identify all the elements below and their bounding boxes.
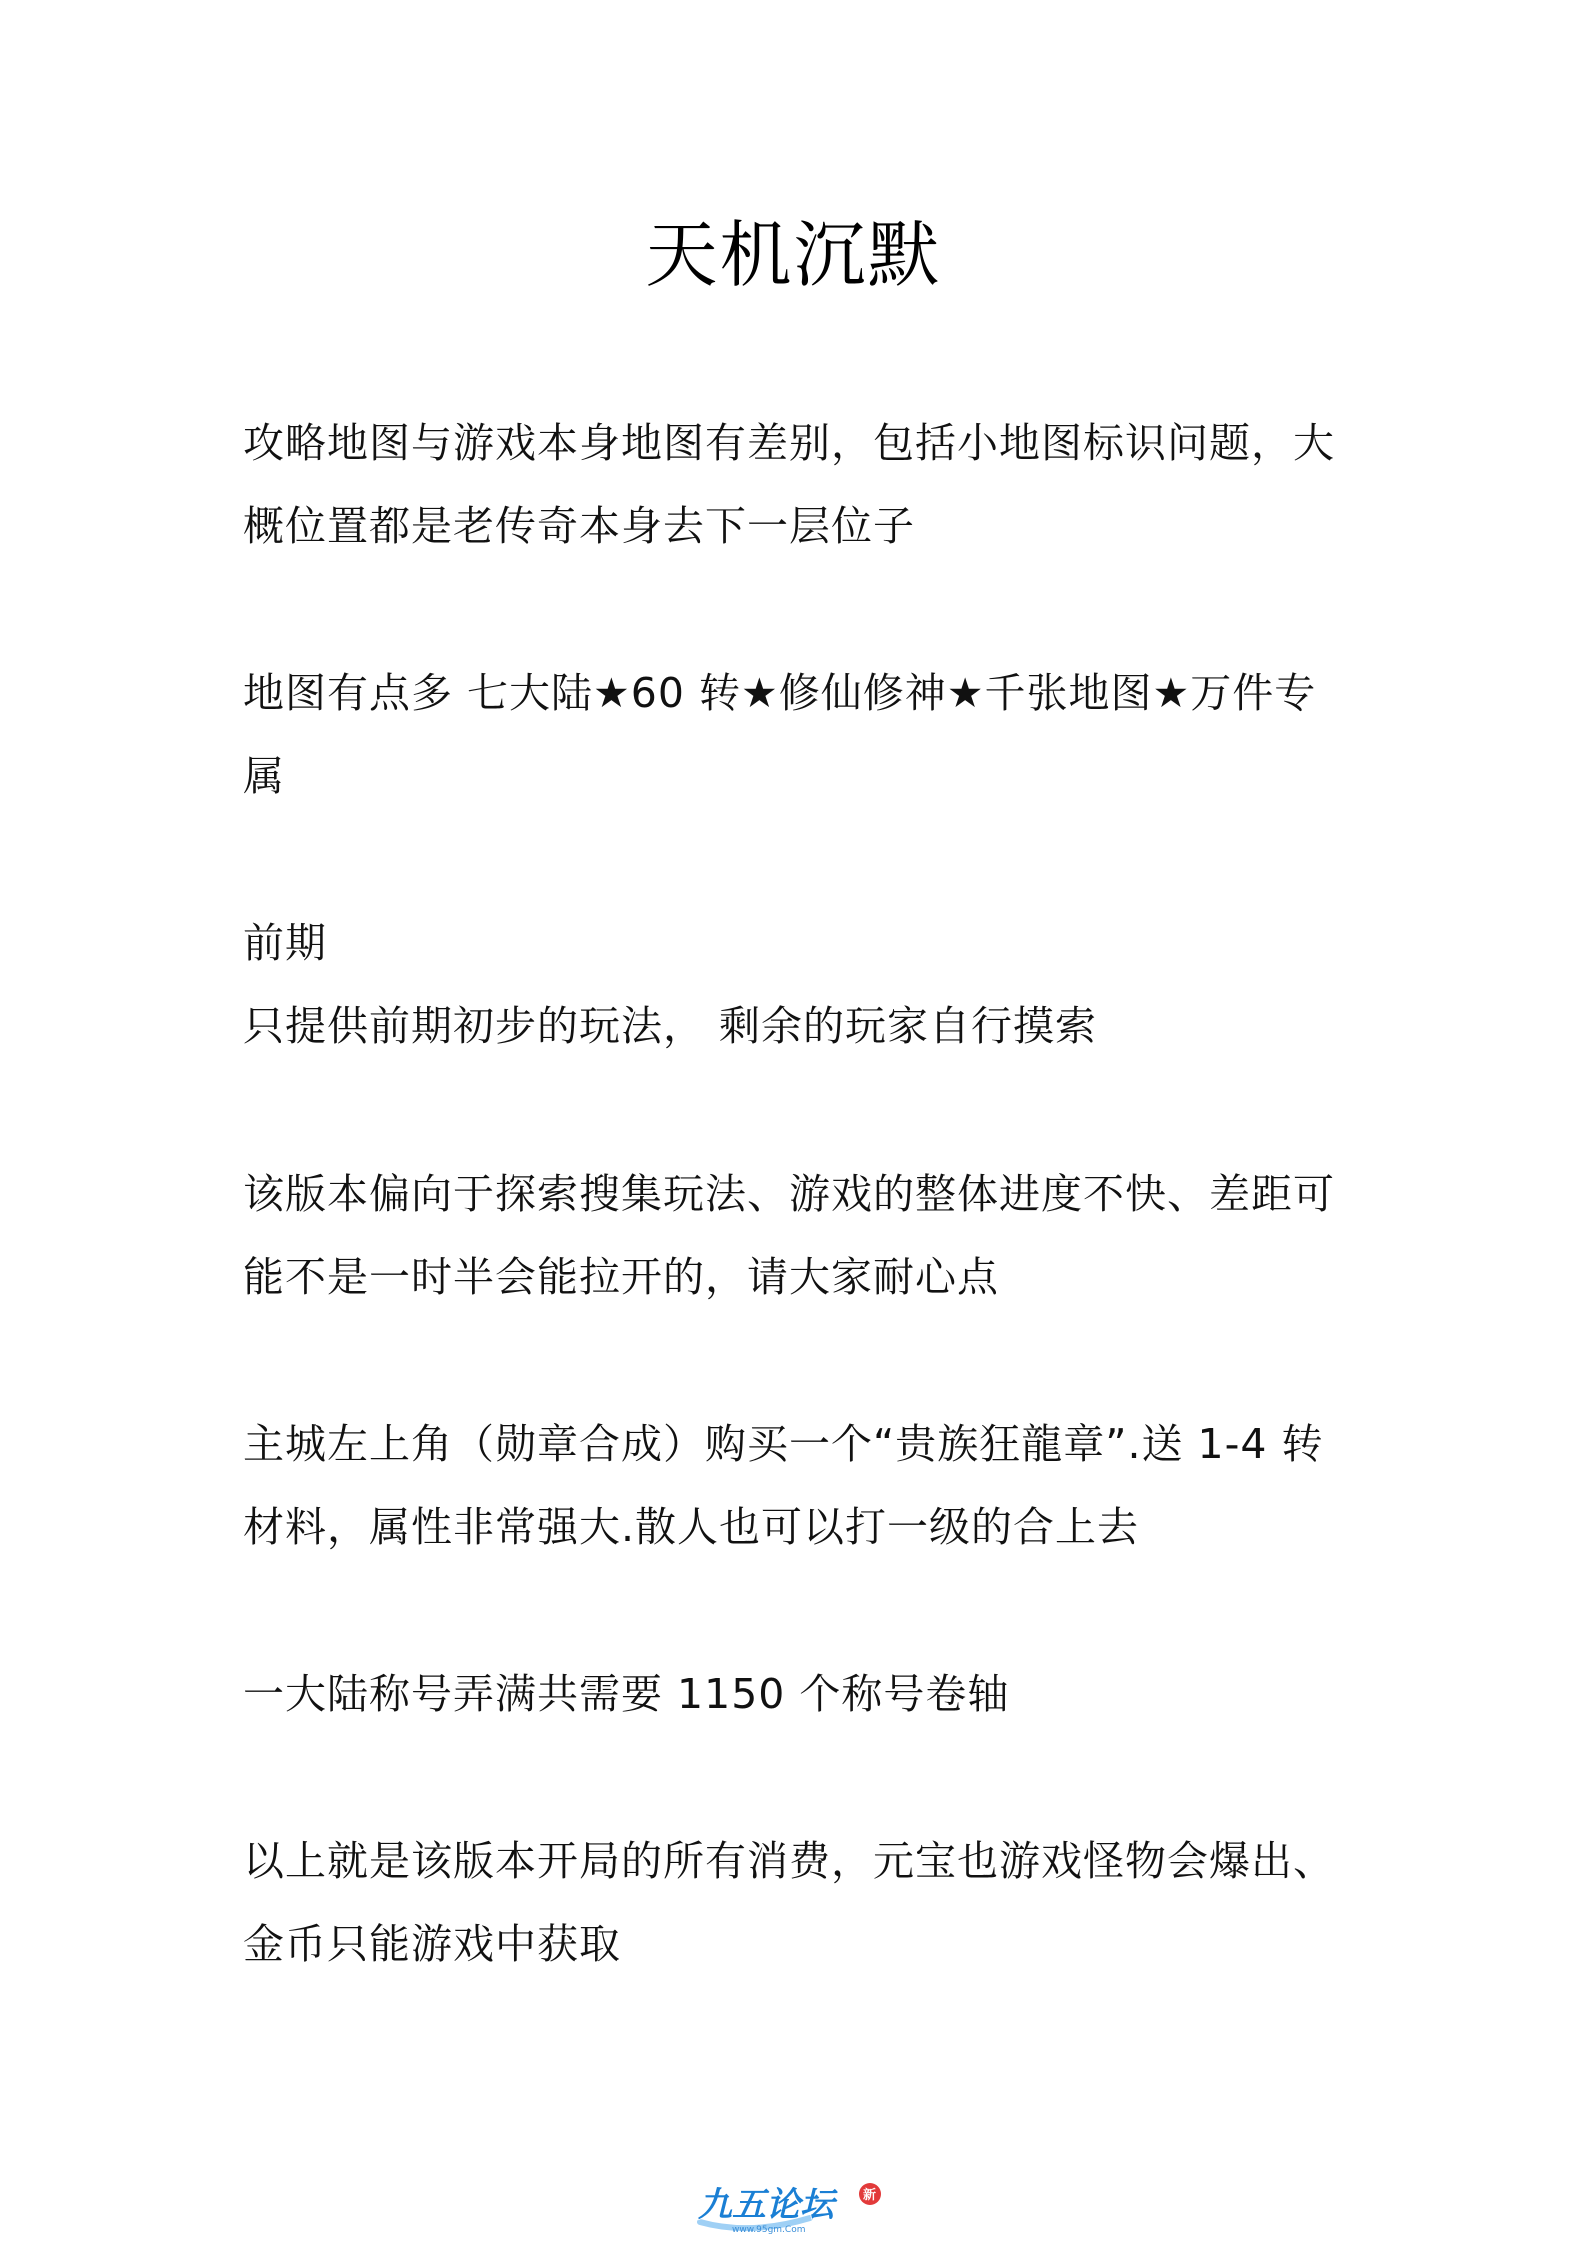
paragraph-title-scrolls: 一大陆称号弄满共需要 1150 个称号卷轴 [243,1670,1010,1718]
paragraph-consumption: 以上就是该版本开局的所有消费，元宝也游戏怪物会爆出、金币只能游戏中获取 [243,1837,1335,1968]
paragraph-map-difference: 攻略地图与游戏本身地图有差别，包括小地图标识问题，大概位置都是老传奇本身去下一层位子 [243,419,1335,550]
paragraph-version-style: 该版本偏向于探索搜集玩法、游戏的整体进度不快、差距可能不是一时半会能拉开的，请大家耐心点 [243,1170,1335,1301]
forum-logo-url: www.95gm.Com [732,2225,806,2235]
paragraph-map-features: 地图有点多 七大陆★60 转★修仙修神★千张地图★万件专属 [243,669,1317,800]
paragraph-early-gameplay: 只提供前期初步的玩法， 剩余的玩家自行摸索 [243,1002,1098,1050]
forum-logo [680,2178,910,2238]
forum-logo-text: 九五论坛 [698,2185,834,2225]
forum-logo-badge: 新 [863,2188,877,2203]
paragraph-medal-purchase: 主城左上角（勋章合成）购买一个“贵族狂龍章”.送 1-4 转材料，属性非常强大.散人也可以打一级的合上去 [243,1420,1324,1551]
paragraph-early-heading: 前期 [243,919,327,967]
document-title: 天机沉默 [645,213,942,297]
